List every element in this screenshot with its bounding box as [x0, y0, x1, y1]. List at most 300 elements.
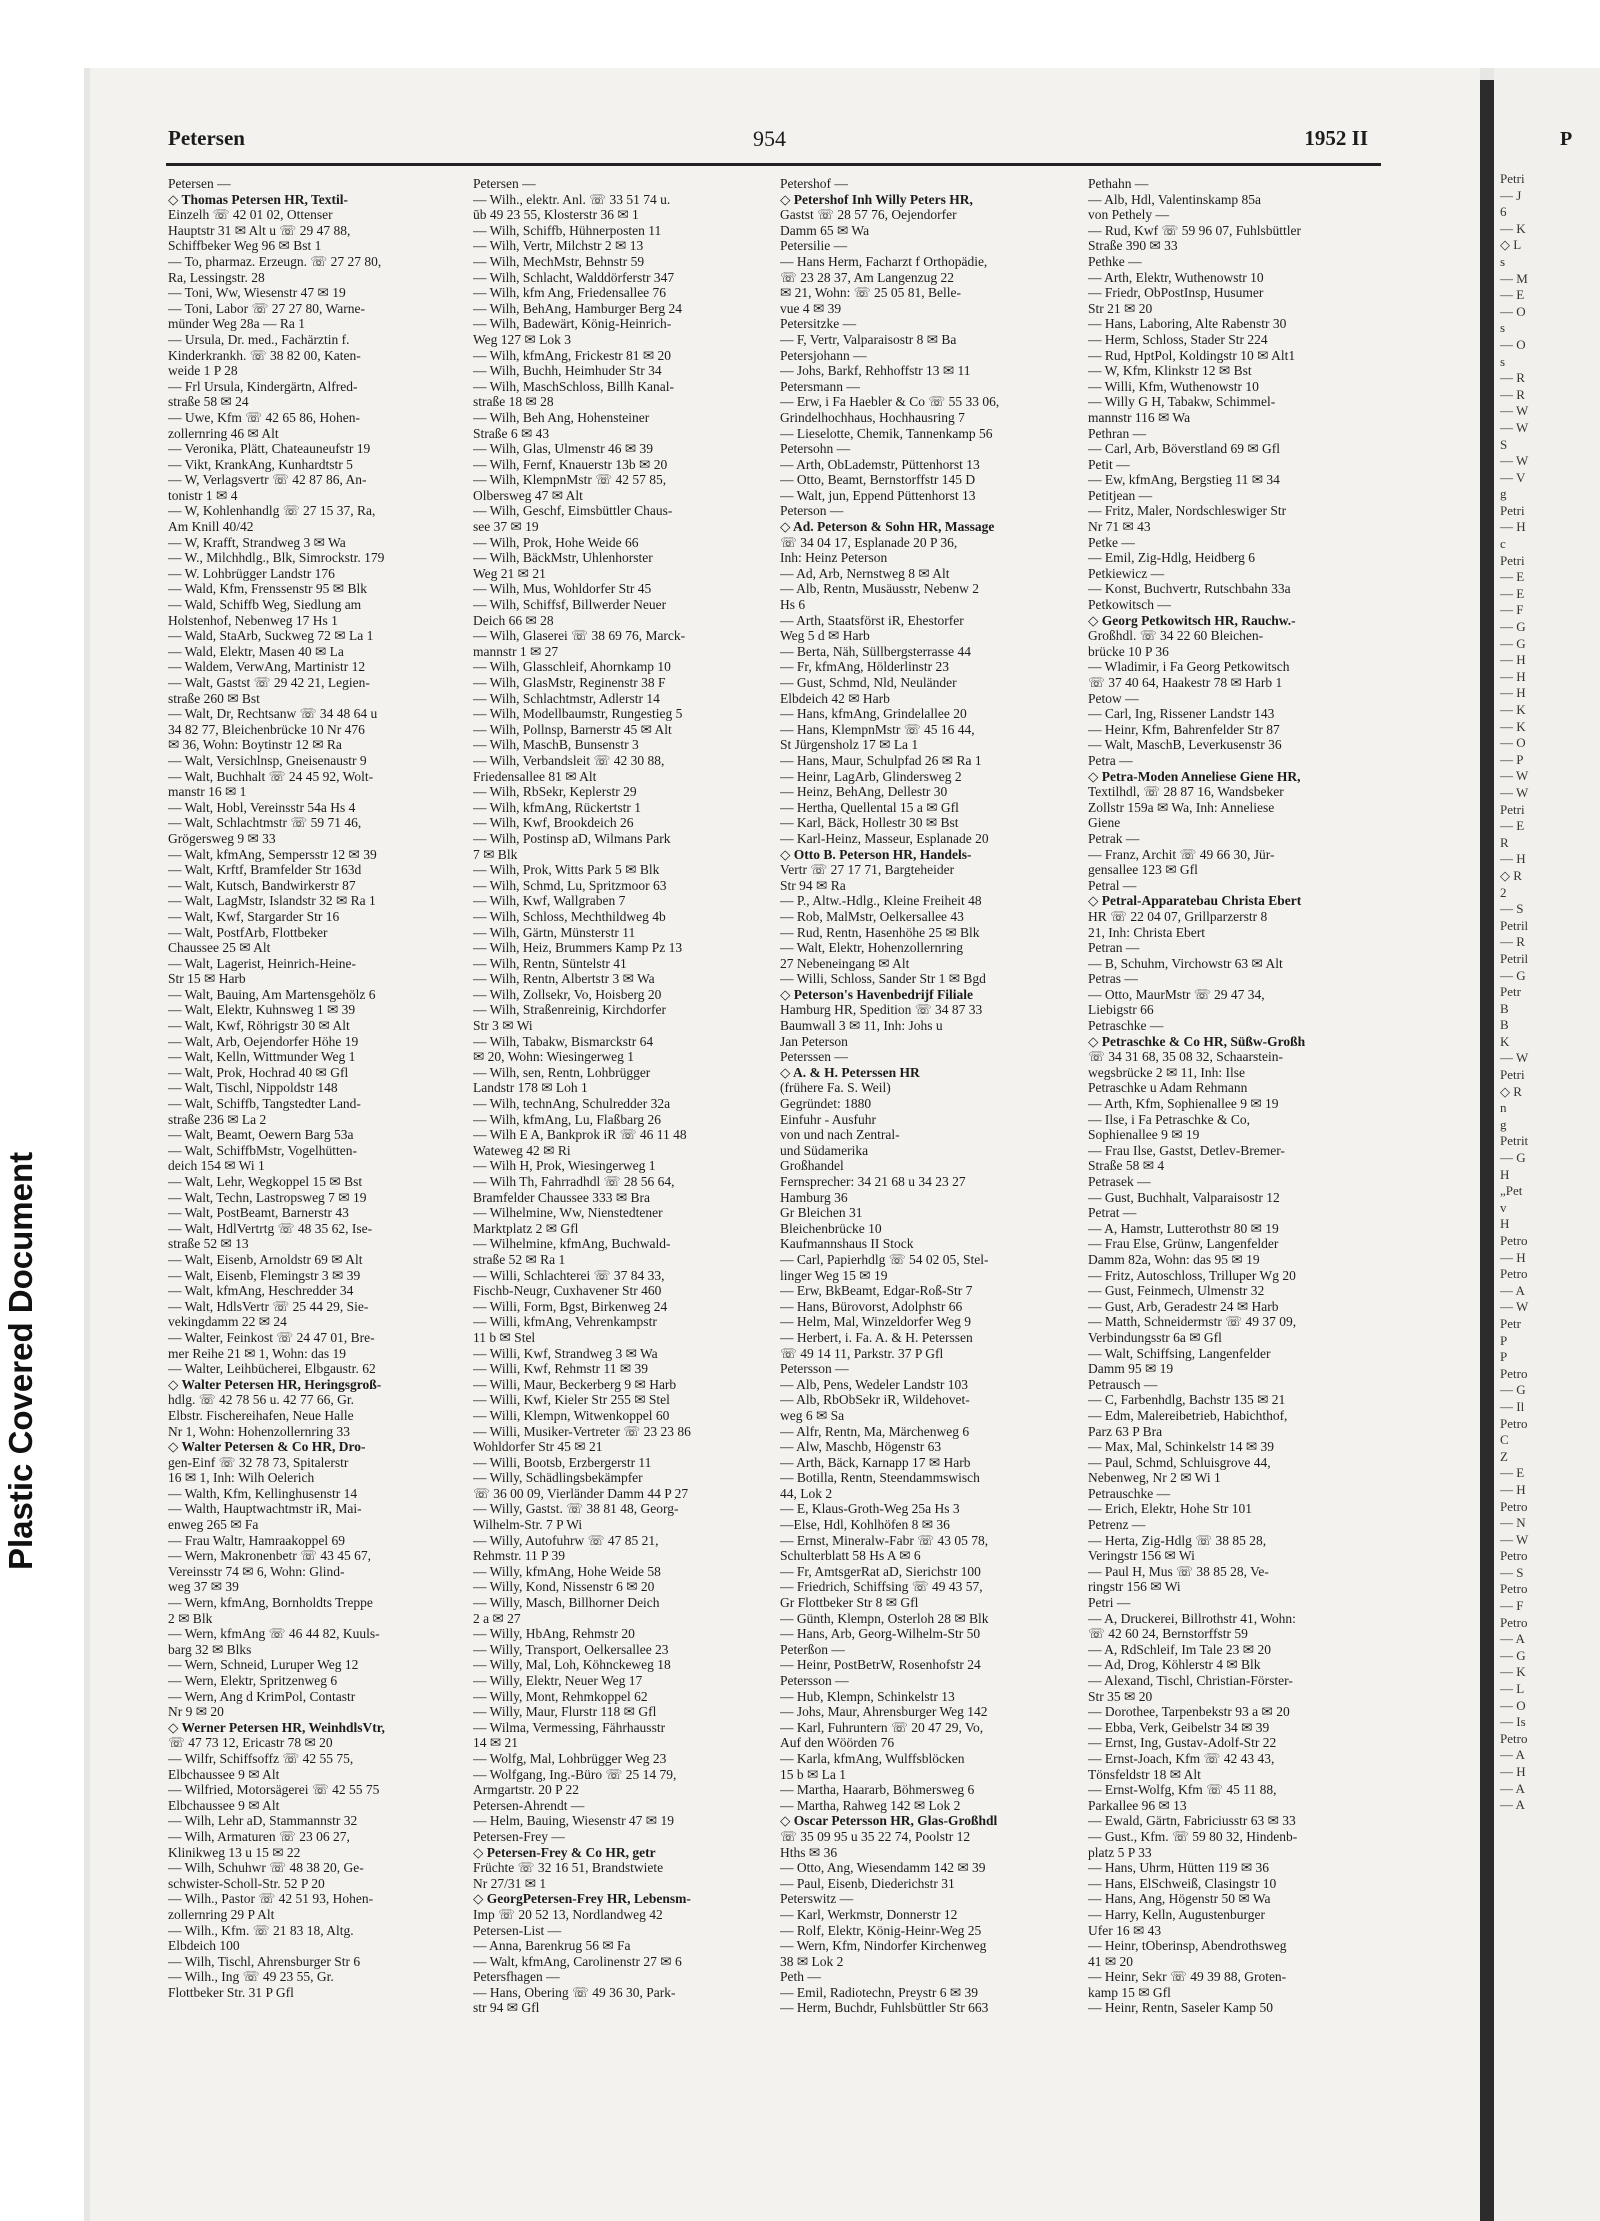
year-volume: 1952 II	[1304, 126, 1368, 150]
directory-entry: — Wilh, Rentn, Süntelstr 41	[473, 955, 627, 971]
directory-entry: Peterßon —	[780, 1641, 845, 1657]
directory-entry: ◇ Otto B. Peterson HR, Handels-	[780, 846, 972, 862]
adjacent-page-line: Petril	[1500, 917, 1529, 933]
directory-entry: — Erw, BkBeamt, Edgar-Roß-Str 7	[780, 1283, 973, 1299]
directory-entry: — Willi, Musiker-Vertreter ☏ 23 23 86	[473, 1423, 691, 1439]
directory-entry: — Konst, Buchvertr, Rutschbahn 33a	[1088, 581, 1291, 597]
adjacent-page-line: g	[1500, 1116, 1507, 1132]
adjacent-page-line: s	[1500, 353, 1506, 369]
adjacent-page-line: c	[1500, 536, 1506, 552]
directory-entry: — Ernst-Wolfg, Kfm ☏ 45 11 88,	[1088, 1782, 1277, 1798]
directory-entry: — Wilh, Schiffb, Hühnerposten 11	[473, 222, 662, 238]
directory-entry: — Fritz, Autoschloss, Trilluper Wg 20	[1088, 1267, 1296, 1283]
directory-entry: — Friedrich, Schiffsing ☏ 49 43 57,	[780, 1579, 983, 1595]
directory-entry: Gr Flottbeker Str 8 ✉ Gfl	[780, 1595, 919, 1611]
adjacent-page-line: — W	[1500, 1299, 1529, 1315]
directory-entry: mer Reihe 21 ✉ 1, Wohn: das 19	[168, 1345, 346, 1361]
directory-entry: — Alb, RbObSekr iR, Wildehovet-	[780, 1392, 970, 1408]
directory-entry: str 94 ✉ Gfl	[473, 2000, 540, 2016]
directory-entry: — Wilh, Armaturen ☏ 23 06 27,	[168, 1828, 350, 1844]
directory-entry: ringstr 156 ✉ Wi	[1088, 1579, 1181, 1595]
directory-entry: Petri —	[1088, 1595, 1131, 1611]
directory-entry: Petersen —	[473, 176, 536, 191]
directory-entry: — Wern, Elektr, Spritzenweg 6	[168, 1673, 338, 1688]
directory-entry: ◇ Thomas Petersen HR, Textil-	[168, 191, 349, 207]
directory-entry: ✉ 20, Wohn: Wiesingerweg 1	[473, 1049, 635, 1065]
adjacent-page-line: Petro	[1500, 1614, 1528, 1630]
directory-entry: mannstr 116 ✉ Wa	[1088, 409, 1191, 425]
adjacent-page-line: — G	[1500, 967, 1526, 983]
directory-entry: — Wilh, BäckMstr, Uhlenhorster	[473, 550, 653, 566]
adjacent-page-line: — W	[1500, 1531, 1529, 1547]
directory-entry: — Frau Else, Grünw, Langenfelder	[1088, 1236, 1279, 1252]
directory-entry: — Rud, HptPol, Koldingstr 10 ✉ Alt1	[1088, 347, 1296, 363]
adjacent-page-line: — A	[1500, 1631, 1525, 1647]
directory-entry: Marktplatz 2 ✉ Gfl	[473, 1220, 579, 1236]
directory-entry: — Carl, Arb, Böverstland 69 ✉ Gfl	[1088, 441, 1281, 457]
adjacent-page-line: Z	[1500, 1448, 1508, 1464]
directory-entry: ☏ 23 28 37, Am Langenzug 22	[780, 269, 954, 285]
directory-entry: — A, Hamstr, Lutterothstr 80 ✉ 19	[1088, 1220, 1279, 1236]
directory-entry: Chaussee 25 ✉ Alt	[168, 940, 271, 956]
directory-entry: Petersen —	[168, 176, 231, 191]
directory-entry: Vertr ☏ 27 17 71, Bargteheider	[780, 862, 955, 878]
directory-entry: — Wilh, Pollnsp, Barnerstr 45 ✉ Alt	[473, 721, 672, 737]
directory-entry: — Wladimir, i Fa Georg Petkowitsch	[1088, 659, 1290, 675]
adjacent-page-line: — W	[1500, 419, 1529, 435]
adjacent-page-line: — O	[1500, 303, 1526, 319]
directory-entry: — Botilla, Rentn, Steendammswisch	[780, 1470, 980, 1486]
directory-entry: — Wilh, kfmAng, Lu, Flaßbarg 26	[473, 1111, 661, 1127]
directory-entry: 2 ✉ Blk	[168, 1610, 213, 1626]
directory-entry: Landstr 178 ✉ Loh 1	[473, 1080, 588, 1096]
directory-entry: Nr 71 ✉ 43	[1088, 519, 1151, 535]
adjacent-page-line: — H	[1500, 519, 1526, 535]
directory-entry: — Wern, kfmAng ☏ 46 44 82, Kuuls-	[168, 1626, 380, 1642]
adjacent-page-line: „Pet	[1500, 1183, 1523, 1199]
directory-entry: — Walter, Leihbücherei, Elbgaustr. 62	[168, 1361, 376, 1377]
page-number: 954	[753, 126, 786, 151]
directory-entry: — Wilh, sen, Rentn, Lohbrügger	[473, 1064, 651, 1080]
adjacent-page-line: Petro	[1500, 1581, 1528, 1597]
directory-entry: — Walt, HdlsVertr ☏ 25 44 29, Sie-	[168, 1298, 369, 1314]
directory-entry: Einfuhr - Ausfuhr	[780, 1111, 876, 1127]
directory-entry: — Paul, Eisenb, Diederichstr 31	[780, 1875, 955, 1891]
directory-entry: — Wilh, Glaserei ☏ 38 69 76, Marck-	[473, 628, 686, 644]
adjacent-page-line: s	[1500, 253, 1506, 269]
directory-entry: — W, Verlagsvertr ☏ 42 87 86, An-	[168, 472, 367, 488]
directory-entry: — Willy, Autofuhrw ☏ 47 85 21,	[473, 1532, 659, 1548]
directory-entry: — Paul H, Mus ☏ 38 85 28, Ve-	[1088, 1563, 1269, 1579]
directory-entry: Flottbeker Str. 31 P Gfl	[168, 1984, 294, 2000]
directory-entry: — Willy, Mal, Loh, Köhnckeweg 18	[473, 1657, 671, 1673]
directory-entry: — Karl, Fuhruntern ☏ 20 47 29, Vo,	[780, 1719, 984, 1735]
directory-entry: — Arth, Bäck, Karnapp 17 ✉ Harb	[780, 1454, 971, 1470]
directory-entry: — Wilh, Rentn, Albertstr 3 ✉ Wa	[473, 971, 655, 987]
directory-entry: — Willy, Transport, Oelkersallee 23	[473, 1641, 669, 1657]
directory-entry: — Walt, Buchhalt ☏ 24 45 92, Wolt-	[168, 768, 374, 784]
directory-entry: — Wilh, Kwf, Wallgraben 7	[473, 893, 626, 909]
adjacent-page-line: — W	[1500, 768, 1529, 784]
directory-entry: ☏ 35 09 95 u 35 22 74, Poolstr 12	[780, 1828, 971, 1844]
directory-entry: — Walt, Schlachtmstr ☏ 59 71 46,	[168, 815, 362, 831]
directory-entry: — Fr, kfmAng, Hölderlinstr 23	[780, 659, 949, 675]
adjacent-page-line: n	[1500, 1100, 1507, 1116]
directory-entry: Elbdeich 42 ✉ Harb	[780, 690, 890, 706]
directory-entry: Schiffbeker Weg 96 ✉ Bst 1	[168, 238, 322, 254]
directory-entry: — Walt, Dr, Rechtsanw ☏ 34 48 64 u	[168, 706, 378, 722]
directory-entry: ◇ Werner Petersen HR, WeinhdlsVtr,	[168, 1719, 385, 1735]
directory-entry: 11 b ✉ Stel	[473, 1329, 536, 1345]
directory-entry: Petkowitsch —	[1088, 597, 1171, 613]
directory-entry: Grögersweg 9 ✉ 33	[168, 830, 276, 846]
directory-entry: — Wilh E A, Bankprok iR ☏ 46 11 48	[473, 1127, 687, 1143]
directory-entry: — Anna, Barenkrug 56 ✉ Fa	[473, 1938, 631, 1954]
directory-entry: — Otto, Ang, Wiesendamm 142 ✉ 39	[780, 1860, 986, 1876]
directory-entry: ◇ A. & H. Peterssen HR	[780, 1064, 920, 1080]
directory-entry: — Walt, Lehr, Wegkoppel 15 ✉ Bst	[168, 1174, 363, 1189]
adjacent-page-line: Petr	[1500, 984, 1521, 1000]
directory-entry: — Wilh, MaschSchloss, Billh Kanal-	[473, 378, 674, 394]
directory-entry: — Walt, Beamt, Oewern Barg 53a	[168, 1127, 354, 1143]
directory-entry: — Willy, Maur, Flurstr 118 ✉ Gfl	[473, 1704, 657, 1720]
directory-entry: — Wilh, Zollsekr, Vo, Hoisberg 20	[473, 986, 662, 1002]
directory-entry: — Walt, Kwf, Stargarder Str 16	[168, 908, 340, 924]
directory-entry: — Walt, Elektr, Hohenzollernring	[780, 940, 963, 956]
directory-entry: — Wilh., Kfm. ☏ 21 83 18, Altg.	[168, 1922, 354, 1938]
directory-entry: — A, RdSchleif, Im Tale 23 ✉ 20	[1088, 1641, 1271, 1657]
directory-entry: — Hans, kfmAng, Grindelallee 20	[780, 706, 967, 722]
directory-entry: — Wilh, Kwf, Brookdeich 26	[473, 815, 634, 831]
adjacent-page-line: Petro	[1500, 1365, 1528, 1381]
directory-entry: — Wilh., Pastor ☏ 42 51 93, Hohen-	[168, 1891, 374, 1907]
directory-entry: Petran —	[1088, 940, 1140, 956]
directory-entry: Weg 21 ✉ 21	[473, 565, 546, 581]
directory-entry: Nr 1, Wohn: Hohenzollernring 33	[168, 1423, 351, 1439]
directory-entry: Petitjean —	[1088, 487, 1153, 503]
adjacent-page-line: — K	[1500, 718, 1526, 734]
document-type-label: Plastic Covered Document	[2, 1151, 39, 1570]
directory-entry: Inh: Heinz Peterson	[780, 550, 888, 566]
adjacent-page-line: — G	[1500, 635, 1526, 651]
directory-entry: — Hans, Maur, Schulpfad 26 ✉ Ra 1	[780, 752, 982, 768]
adjacent-page-line: — H	[1500, 1481, 1526, 1497]
directory-entry: — Willi, Kwf, Kieler Str 255 ✉ Stel	[473, 1392, 670, 1408]
adjacent-page-line: — S	[1500, 901, 1524, 917]
adjacent-page-line: — K	[1500, 1664, 1526, 1680]
directory-entry: — Heinr, Sekr ☏ 49 39 88, Groten-	[1088, 1969, 1287, 1985]
directory-entry: Petersilie —	[780, 238, 848, 254]
directory-entry: — Herta, Zig-Hdlg ☏ 38 85 28,	[1088, 1532, 1267, 1548]
directory-entry: — Gust, Arb, Geradestr 24 ✉ Harb	[1088, 1298, 1279, 1314]
directory-entry: — Johs, Barkf, Rehhoffstr 13 ✉ 11	[780, 363, 971, 379]
adjacent-page-line: g	[1500, 486, 1507, 502]
adjacent-page-line: — R	[1500, 386, 1525, 402]
directory-entry: Imp ☏ 20 52 13, Nordlandweg 42	[473, 1906, 663, 1922]
adjacent-page-header: P	[1560, 128, 1573, 150]
directory-entry: — Wilh, RbSekr, Keplerstr 29	[473, 784, 637, 800]
directory-entry: — C, Farbenhdlg, Bachstr 135 ✉ 21	[1088, 1392, 1286, 1408]
directory-entry: — Rob, MalMstr, Oelkersallee 43	[780, 908, 964, 924]
directory-entry: — A, Druckerei, Billrothstr 41, Wohn:	[1088, 1610, 1296, 1626]
directory-entry: — Walt, Schiffsing, Langenfelder	[1088, 1345, 1271, 1361]
adjacent-page-line: C	[1500, 1432, 1509, 1448]
directory-entry: ☏ 34 31 68, 35 08 32, Schaarstein-	[1088, 1049, 1283, 1065]
directory-entry: Gastst ☏ 28 57 76, Oejendorfer	[780, 207, 957, 223]
directory-entry: — Frau Ilse, Gastst, Detlev-Bremer-	[1088, 1142, 1285, 1158]
directory-entry: Wilhelm-Str. 7 P Wi	[473, 1517, 583, 1533]
adjacent-page-line: — J	[1500, 187, 1522, 203]
directory-entry: Schulterblatt 58 Hs A ✉ 6	[780, 1548, 921, 1564]
directory-entry: — Wilh, Glas, Ulmenstr 46 ✉ 39	[473, 441, 654, 457]
adjacent-page-line: — A	[1500, 1797, 1525, 1813]
directory-entry: — Willy, kfmAng, Hohe Weide 58	[473, 1563, 661, 1579]
directory-entry: Petersfhagen —	[473, 1969, 560, 1985]
adjacent-page-line: — G	[1500, 619, 1526, 635]
directory-entry: — Hub, Klempn, Schinkelstr 13	[780, 1688, 955, 1704]
directory-entry: — Hans, Ang, Högenstr 50 ✉ Wa	[1088, 1891, 1271, 1907]
directory-entry: — Toni, Ww, Wiesenstr 47 ✉ 19	[168, 285, 346, 301]
directory-entry: — Walt, Elektr, Kuhnsweg 1 ✉ 39	[168, 1002, 356, 1018]
directory-entry: straße 58 ✉ 24	[168, 394, 249, 410]
adjacent-page-line: B	[1500, 1000, 1509, 1016]
directory-entry: — Walt, Bauing, Am Martensgehölz 6	[168, 986, 376, 1002]
adjacent-page-line: ◇ R	[1500, 1083, 1522, 1099]
directory-entry: — Franz, Archit ☏ 49 66 30, Jür-	[1088, 846, 1275, 862]
directory-entry: Petkiewicz —	[1088, 565, 1165, 581]
directory-entry: Großhandel	[780, 1158, 844, 1174]
header-rule	[166, 163, 1381, 166]
directory-entry: Baumwall 3 ✉ 11, Inh: Johs u	[780, 1018, 943, 1034]
directory-entry: — Walt, Prok, Hochrad 40 ✉ Gfl	[168, 1064, 349, 1080]
directory-entry: Peterssen —	[780, 1049, 848, 1065]
directory-entry: Str 94 ✉ Ra	[780, 877, 846, 893]
directory-entry: — Max, Mal, Schinkelstr 14 ✉ 39	[1088, 1439, 1275, 1455]
directory-entry: — Wilh, Heiz, Brummers Kamp Pz 13	[473, 940, 683, 956]
directory-entry: ◇ Petral-Apparatebau Christa Ebert	[1088, 893, 1302, 909]
directory-entry: — Walt, kfmAng, Carolinenstr 27 ✉ 6	[473, 1953, 682, 1969]
directory-entry: von und nach Zentral-	[780, 1127, 900, 1143]
directory-entry: weide 1 P 28	[168, 363, 238, 379]
directory-entry: Großhdl. ☏ 34 22 60 Bleichen-	[1088, 628, 1264, 644]
directory-entry: Nebenweg, Nr 2 ✉ Wi 1	[1088, 1470, 1221, 1486]
directory-entry: zollernring 29 P Alt	[168, 1906, 275, 1922]
adjacent-page-line: B	[1500, 1017, 1509, 1033]
directory-entry: — Wilh, Postinsp aD, Wilmans Park	[473, 830, 671, 846]
directory-entry: — Walt, Kutsch, Bandwirkerstr 87	[168, 877, 356, 893]
directory-entry: — Hans, Bürovorst, Adolphstr 66	[780, 1298, 963, 1314]
directory-entry: — Walt, LagMstr, Islandstr 32 ✉ Ra 1	[168, 893, 376, 909]
directory-entry: 44, Lok 2	[780, 1485, 833, 1501]
directory-entry: — Wilh, Modellbaumstr, Rungestieg 5	[473, 706, 683, 722]
adjacent-page-line: H	[1500, 1216, 1510, 1232]
directory-entry: Nr 9 ✉ 20	[168, 1704, 224, 1720]
directory-entry: — Willi, Klempn, Witwenkoppel 60	[473, 1407, 670, 1423]
directory-entry: ◇ Ad. Peterson & Sohn HR, Massage	[780, 519, 995, 535]
directory-entry: — Wald, Elektr, Masen 40 ✉ La	[168, 643, 344, 659]
directory-entry: von Pethely —	[1088, 207, 1169, 223]
page-header	[168, 126, 1368, 156]
adjacent-page-line: — S	[1500, 1564, 1524, 1580]
directory-entry: — Herm, Schloss, Stader Str 224	[1088, 331, 1268, 347]
directory-entry: — Wilh, Geschf, Eimsbüttler Chaus-	[473, 503, 673, 519]
directory-entry: — Wilh, Buchh, Heimhuder Str 34	[473, 363, 662, 379]
directory-entry: ◇ Petra-Moden Anneliese Giene HR,	[1088, 768, 1301, 784]
directory-entry: linger Weg 15 ✉ 19	[780, 1267, 888, 1283]
directory-entry: Straße 6 ✉ 43	[473, 425, 550, 441]
directory-entry: see 37 ✉ 19	[473, 519, 539, 535]
directory-entry: — Ursula, Dr. med., Fachärztin f.	[168, 331, 350, 347]
directory-entry: — Berta, Näh, Süllbergsterrasse 44	[780, 643, 971, 659]
directory-entry: enweg 265 ✉ Fa	[168, 1517, 259, 1533]
directory-entry: — Walt, Kwf, Röhrigstr 30 ✉ Alt	[168, 1018, 350, 1034]
directory-entry: vue 4 ✉ 39	[780, 300, 842, 316]
directory-entry: Ufer 16 ✉ 43	[1088, 1922, 1162, 1938]
adjacent-page-line: — H	[1500, 668, 1526, 684]
directory-entry: Petersen-Ahrendt —	[473, 1797, 585, 1813]
directory-entry: — Fr, AmtsgerRat aD, Sierichstr 100	[780, 1563, 981, 1579]
directory-entry: Rehmstr. 11 P 39	[473, 1548, 566, 1564]
directory-entry: ☏ 42 60 24, Bernstorffstr 59	[1088, 1626, 1248, 1642]
directory-entry: — Wilh, Gärtn, Münsterstr 11	[473, 924, 636, 940]
directory-entry: — Wilh, Mus, Wohldorfer Str 45	[473, 581, 652, 597]
adjacent-page-line: — R	[1500, 370, 1525, 386]
directory-entry: Hamburg 36	[780, 1189, 848, 1205]
directory-entry: straße 18 ✉ 28	[473, 394, 554, 410]
directory-entry: Zollstr 159a ✉ Wa, Inh: Anneliese	[1088, 799, 1275, 815]
directory-entry: — Walt, PostBeamt, Barnerstr 43	[168, 1205, 349, 1221]
adjacent-page-line: — R	[1500, 934, 1525, 950]
directory-entry: — Wilh, kfmAng, Frickestr 81 ✉ 20	[473, 347, 672, 363]
directory-entry: — Emil, Radiotechn, Preystr 6 ✉ 39	[780, 1984, 979, 2000]
adjacent-page-line: Petrit	[1500, 1133, 1529, 1149]
directory-entry: Jan Peterson	[780, 1033, 848, 1049]
directory-entry: Pethran —	[1088, 425, 1147, 441]
directory-entry: — Willy, Schädlingsbekämpfer	[473, 1470, 643, 1486]
directory-entry: — Wilh, BehAng, Hamburger Berg 24	[473, 300, 683, 316]
adjacent-page-line: ◇ L	[1500, 237, 1522, 253]
directory-entry: — Ilse, i Fa Petraschke & Co,	[1088, 1111, 1250, 1127]
directory-entry: mannstr 1 ✉ 27	[473, 643, 559, 659]
directory-entry: — Wilfried, Motorsägerei ☏ 42 55 75	[168, 1782, 380, 1798]
adjacent-page-line: — P	[1500, 751, 1524, 767]
directory-entry: — To, pharmaz. Erzeugn. ☏ 27 27 80,	[168, 253, 382, 269]
directory-entry: 16 ✉ 1, Inh: Wilh Oelerich	[168, 1470, 315, 1486]
directory-entry: — Martha, Haararb, Böhmersweg 6	[780, 1782, 975, 1798]
directory-entry: — Matth, Schneidermstr ☏ 49 37 09,	[1088, 1314, 1297, 1330]
adjacent-page-line: Petril	[1500, 950, 1529, 966]
directory-entry: — Herm, Buchdr, Fuhlsbüttler Str 663	[780, 2000, 989, 2016]
directory-entry: Elbstr. Fischereihafen, Neue Halle	[168, 1407, 354, 1423]
directory-entry: Hauptstr 31 ✉ Alt u ☏ 29 47 88,	[168, 222, 351, 238]
directory-entry: — Ad, Drog, Köhlerstr 4 ✉ Blk	[1088, 1657, 1261, 1673]
directory-entry: — Wilh, Verbandsleit ☏ 42 30 88,	[473, 752, 665, 768]
directory-entry: 38 ✉ Lok 2	[780, 1953, 844, 1969]
directory-entry: — Fritz, Maler, Nordschleswiger Str	[1088, 503, 1287, 519]
directory-entry: gensallee 123 ✉ Gfl	[1088, 862, 1198, 878]
directory-entry: Petersohn —	[780, 441, 851, 457]
directory-entry: Armgartstr. 20 P 22	[473, 1782, 579, 1798]
directory-entry: — Willy G H, Tabakw, Schimmel-	[1088, 394, 1276, 410]
directory-entry: — Wilh, MechMstr, Behnstr 59	[473, 253, 645, 269]
directory-entry: — W, Kohlenhandlg ☏ 27 15 37, Ra,	[168, 503, 376, 519]
directory-entry: — Wilh, Schloss, Mechthildweg 4b	[473, 908, 666, 924]
directory-entry: manstr 16 ✉ 1	[168, 784, 247, 800]
directory-entry: Petral —	[1088, 877, 1137, 893]
directory-entry: ◇ Petersen-Frey & Co HR, getr	[473, 1844, 656, 1860]
adjacent-page-line: 6	[1500, 204, 1507, 220]
directory-entry: — Wilh., Ing ☏ 49 23 55, Gr.	[168, 1969, 334, 1985]
directory-entry: Straße 58 ✉ 4	[1088, 1158, 1165, 1174]
directory-entry: Petke —	[1088, 534, 1135, 550]
directory-entry: straße 52 ✉ 13	[168, 1236, 249, 1252]
adjacent-page-line: ◇ R	[1500, 867, 1522, 883]
adjacent-page-line: — Il	[1500, 1398, 1525, 1414]
directory-entry: — Willi, Bootsb, Erzbergerstr 11	[473, 1454, 652, 1470]
adjacent-page-line: R	[1500, 834, 1509, 850]
adjacent-page-line: — E	[1500, 818, 1525, 834]
directory-entry: — Wilh, Prok, Witts Park 5 ✉ Blk	[473, 862, 660, 878]
adjacent-page-line: K	[1500, 1033, 1510, 1049]
directory-entry: — Gust, Schmd, Nld, Neuländer	[780, 675, 957, 690]
directory-entry: — Wilh H, Prok, Wiesingerweg 1	[473, 1158, 656, 1174]
adjacent-page-line: — W	[1500, 784, 1529, 800]
directory-entry: Fernsprecher: 34 21 68 u 34 23 27	[780, 1174, 966, 1189]
directory-entry: — Dorothee, Tarpenbekstr 93 a ✉ 20	[1088, 1704, 1290, 1720]
directory-entry: zollernring 46 ✉ Alt	[168, 425, 279, 441]
adjacent-page-line: — K	[1500, 702, 1526, 717]
directory-entry: Wateweg 42 ✉ Ri	[473, 1142, 571, 1158]
adjacent-page-line: Petro	[1500, 1730, 1528, 1746]
directory-entry: — Hans Herm, Facharzt f Orthopädie,	[780, 253, 988, 269]
directory-entry: — B, Schuhm, Virchowstr 63 ✉ Alt	[1088, 955, 1283, 971]
adjacent-page-line: — L	[1500, 1681, 1525, 1697]
directory-entry: 7 ✉ Blk	[473, 846, 518, 862]
directory-entry: — W, Kfm, Klinkstr 12 ✉ Bst	[1088, 363, 1252, 379]
directory-entry: — Wilh, kfmAng, Rückertstr 1	[473, 799, 641, 815]
directory-entry: Nr 27/31 ✉ 1	[473, 1875, 547, 1891]
adjacent-page-line: H	[1500, 1166, 1510, 1182]
directory-entry: — Walth, Hauptwachtmstr iR, Mai-	[168, 1501, 362, 1517]
directory-entry: — Heinr, Kfm, Bahrenfelder Str 87	[1088, 721, 1280, 737]
directory-entry: schwister-Scholl-Str. 52 P 20	[168, 1875, 325, 1891]
directory-entry: — Heinr, LagArb, Glindersweg 2	[780, 768, 962, 784]
directory-entry: Peth —	[780, 1969, 821, 1985]
directory-entry: — Walt, Krftf, Bramfelder Str 163d	[168, 862, 362, 878]
adjacent-page-line: Petri	[1500, 801, 1525, 817]
directory-entry: — Carl, Ing, Rissener Landstr 143	[1088, 706, 1275, 722]
adjacent-page-line: — E	[1500, 569, 1525, 585]
directory-entry: — Wern, kfmAng, Bornholdts Treppe	[168, 1595, 373, 1611]
directory-entry: — Hertha, Quellental 15 a ✉ Gfl	[780, 799, 959, 815]
adjacent-page-line: — H	[1500, 652, 1526, 668]
directory-entry: — Walt, Eisenb, Flemingstr 3 ✉ 39	[168, 1267, 361, 1283]
directory-entry: Gegründet: 1880	[780, 1096, 872, 1112]
directory-entry: — Wilh, Beh Ang, Hohensteiner	[473, 409, 650, 425]
directory-entry: ◇ Petraschke & Co HR, Süßw-Großh	[1088, 1033, 1306, 1049]
adjacent-page-line: — O	[1500, 1697, 1526, 1713]
directory-entry: St Jürgensholz 17 ✉ La 1	[780, 737, 919, 753]
directory-entry: ūb 49 23 55, Klosterstr 36 ✉ 1	[473, 207, 639, 223]
directory-entry: Elbchaussee 9 ✉ Alt	[168, 1766, 280, 1782]
directory-entry: — Emil, Zig-Hdlg, Heidberg 6	[1088, 550, 1255, 566]
directory-entry: — Willy, Kond, Nissenstr 6 ✉ 20	[473, 1579, 655, 1595]
directory-entry: Hamburg HR, Spedition ☏ 34 87 33	[780, 1002, 983, 1018]
directory-entry: barg 32 ✉ Blks	[168, 1641, 252, 1657]
directory-entry: — Wald, Kfm, Frenssenstr 95 ✉ Blk	[168, 581, 367, 597]
directory-entry: Hths ✉ 36	[780, 1844, 838, 1860]
directory-entry: Straße 390 ✉ 33	[1088, 238, 1178, 254]
